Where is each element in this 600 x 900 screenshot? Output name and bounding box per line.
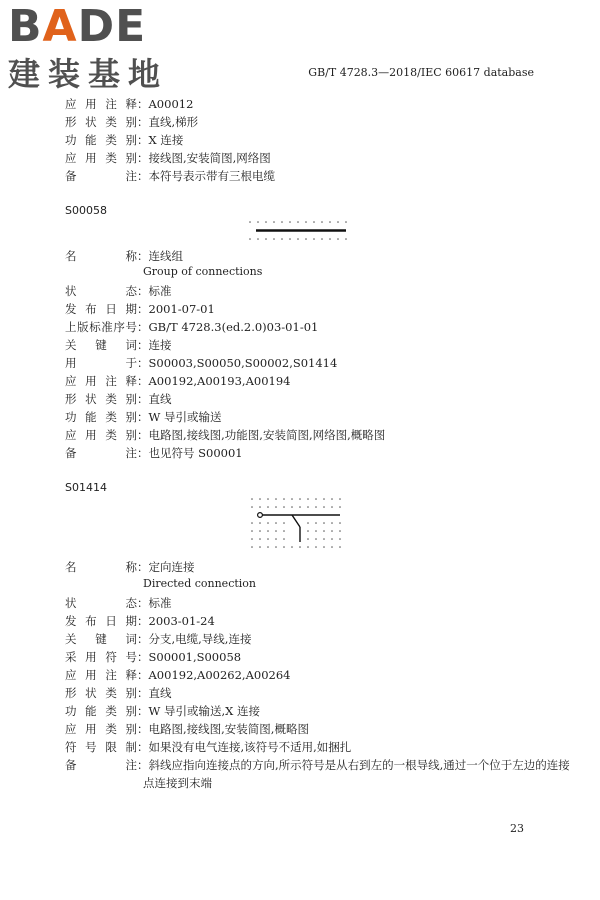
field-value: W 导引或输送 bbox=[148, 410, 222, 424]
symbol-id: S01414 bbox=[65, 481, 107, 494]
field-label: 符 号 限 制 bbox=[65, 740, 137, 754]
field-label: 功 能 类 别 bbox=[65, 410, 137, 424]
field-value: 连线组 bbox=[148, 249, 183, 263]
field-row: 符 号 限 制 ：如果没有电气连接,该符号不适用,如捆扎 bbox=[65, 740, 352, 754]
field-value: A00192,A00262,A00264 bbox=[148, 668, 291, 682]
field-value: 标准 bbox=[148, 284, 172, 298]
field-label: 状 态 bbox=[65, 596, 137, 610]
field-value: GB/T 4728.3(ed.2.0)03-01-01 bbox=[148, 320, 319, 334]
field-label: 应 用 类 别 bbox=[65, 151, 137, 165]
field-value: 定向连接 bbox=[148, 560, 195, 574]
field-label: 备 注 bbox=[65, 758, 137, 772]
field-value: 2001-07-01 bbox=[148, 302, 215, 316]
field-label: 形 状 类 别 bbox=[65, 115, 137, 129]
field-value: 分支,电缆,导线,连接 bbox=[148, 632, 252, 646]
field-row: 应 用 类 别 ：电路图,接线图,功能图,安装简图,网络图,概略图 bbox=[65, 428, 386, 442]
field-value: 直线,梯形 bbox=[148, 115, 199, 129]
symbol-group-of-connections bbox=[246, 218, 356, 244]
field-value: A00192,A00193,A00194 bbox=[148, 374, 291, 388]
field-value: 直线 bbox=[148, 686, 172, 700]
field-row: 发 布 日 期 ：2001-07-01 bbox=[65, 302, 215, 316]
field-value: 斜线应指向连接点的方向,所示符号是从右到左的一根导线,通过一个位于左边的连接 bbox=[148, 758, 570, 772]
field-label: 应 用 注 释 bbox=[65, 374, 137, 388]
field-row: 应 用 类 别 ：接线图,安装简图,网络图 bbox=[65, 151, 271, 165]
field-value: X 连接 bbox=[148, 133, 184, 147]
field-label: 应 用 注 释 bbox=[65, 668, 137, 682]
field-value: S00001,S00058 bbox=[148, 650, 242, 664]
field-value: S00003,S00050,S00002,S01414 bbox=[148, 356, 338, 370]
field-value: 连接 bbox=[148, 338, 172, 352]
field-row: 备 注 ：也见符号 S00001 bbox=[65, 446, 243, 460]
field-value: 接线图,安装简图,网络图 bbox=[148, 151, 271, 165]
field-label: 备 注 bbox=[65, 446, 137, 460]
english-name: Group of connections bbox=[143, 265, 263, 278]
symbol-directed-connection bbox=[246, 494, 356, 552]
field-label: 采 用 符 号 bbox=[65, 650, 137, 664]
logo-chinese: 建装基地 bbox=[8, 55, 169, 93]
field-value: 直线 bbox=[148, 392, 172, 406]
standard-header: GB/T 4728.3—2018/IEC 60617 database bbox=[308, 66, 534, 79]
field-row: 形 状 类 别 ：直线 bbox=[65, 686, 172, 700]
field-row: 应 用 注 释 ：A00192,A00193,A00194 bbox=[65, 374, 291, 388]
field-row: 发 布 日 期 ：2003-01-24 bbox=[65, 614, 215, 628]
field-label: 关 键 词 bbox=[65, 632, 137, 646]
field-value: 电路图,接线图,安装简图,概略图 bbox=[148, 722, 309, 736]
field-label: 应 用 注 释 bbox=[65, 97, 137, 111]
field-value: 标准 bbox=[148, 596, 172, 610]
note-continuation: 点连接到末端 bbox=[143, 776, 212, 790]
field-label: 发 布 日 期 bbox=[65, 614, 137, 628]
field-label: 应 用 类 别 bbox=[65, 722, 137, 736]
field-value: 本符号表示带有三根电缆 bbox=[148, 169, 275, 183]
field-row: 应 用 类 别 ：电路图,接线图,安装简图,概略图 bbox=[65, 722, 309, 736]
field-row: 备 注 ：本符号表示带有三根电缆 bbox=[65, 169, 275, 183]
field-value: 2003-01-24 bbox=[148, 614, 215, 628]
brand-logo bbox=[8, 1, 178, 94]
field-row: 用 于 ：S00003,S00050,S00002,S01414 bbox=[65, 356, 338, 370]
field-label: 形 状 类 别 bbox=[65, 686, 137, 700]
field-row: 应 用 注 释 ：A00192,A00262,A00264 bbox=[65, 668, 291, 682]
field-label: 功 能 类 别 bbox=[65, 704, 137, 718]
english-name: Directed connection bbox=[143, 577, 257, 590]
field-row: 功 能 类 别 ：W 导引或输送,X 连接 bbox=[65, 704, 260, 718]
field-label: 状 态 bbox=[65, 284, 137, 298]
field-value: 电路图,接线图,功能图,安装简图,网络图,概略图 bbox=[148, 428, 386, 442]
field-label: 功 能 类 别 bbox=[65, 133, 137, 147]
field-row: 上 版 标 准 序 号 ：GB/T 4728.3(ed.2.0)03-01-01 bbox=[65, 320, 319, 334]
field-row: 采 用 符 号 ：S00001,S00058 bbox=[65, 650, 242, 664]
field-row: 形 状 类 别 ：直线 bbox=[65, 392, 172, 406]
field-row: 应 用 注 释 ：A00012 bbox=[65, 97, 194, 111]
field-value: 如果没有电气连接,该符号不适用,如捆扎 bbox=[148, 740, 352, 754]
field-label: 名 称 bbox=[65, 560, 137, 574]
field-row: 状 态 ：标准 bbox=[65, 596, 172, 610]
symbol-id: S00058 bbox=[65, 204, 107, 217]
logo-wordmark: BADE bbox=[8, 1, 147, 52]
field-row: 关 键 词 ：连接 bbox=[65, 338, 172, 352]
field-label: 备 注 bbox=[65, 169, 137, 183]
field-value: 也见符号 S00001 bbox=[148, 446, 243, 460]
field-label: 形 状 类 别 bbox=[65, 392, 137, 406]
field-row: 功 能 类 别 ：X 连接 bbox=[65, 133, 184, 147]
field-row: 功 能 类 别 ：W 导引或输送 bbox=[65, 410, 222, 424]
field-row: 关 键 词 ：分支,电缆,导线,连接 bbox=[65, 632, 252, 646]
field-row: 名 称 ：连线组 bbox=[65, 249, 183, 263]
field-row: 备 注 ：斜线应指向连接点的方向,所示符号是从右到左的一根导线,通过一个位于左边的连接 bbox=[65, 758, 570, 772]
page-number: 23 bbox=[510, 822, 524, 835]
field-label: 应 用 类 别 bbox=[65, 428, 137, 442]
field-row: 名 称 ：定向连接 bbox=[65, 560, 195, 574]
field-label: 名 称 bbox=[65, 249, 137, 263]
field-label: 关 键 词 bbox=[65, 338, 137, 352]
field-value: A00012 bbox=[148, 97, 194, 111]
field-label: 用 于 bbox=[65, 356, 137, 370]
field-label: 上 版 标 准 序 号 bbox=[65, 320, 137, 334]
field-row: 状 态 ：标准 bbox=[65, 284, 172, 298]
field-value: W 导引或输送,X 连接 bbox=[148, 704, 260, 718]
field-label: 发 布 日 期 bbox=[65, 302, 137, 316]
field-row: 形 状 类 别 ：直线,梯形 bbox=[65, 115, 199, 129]
